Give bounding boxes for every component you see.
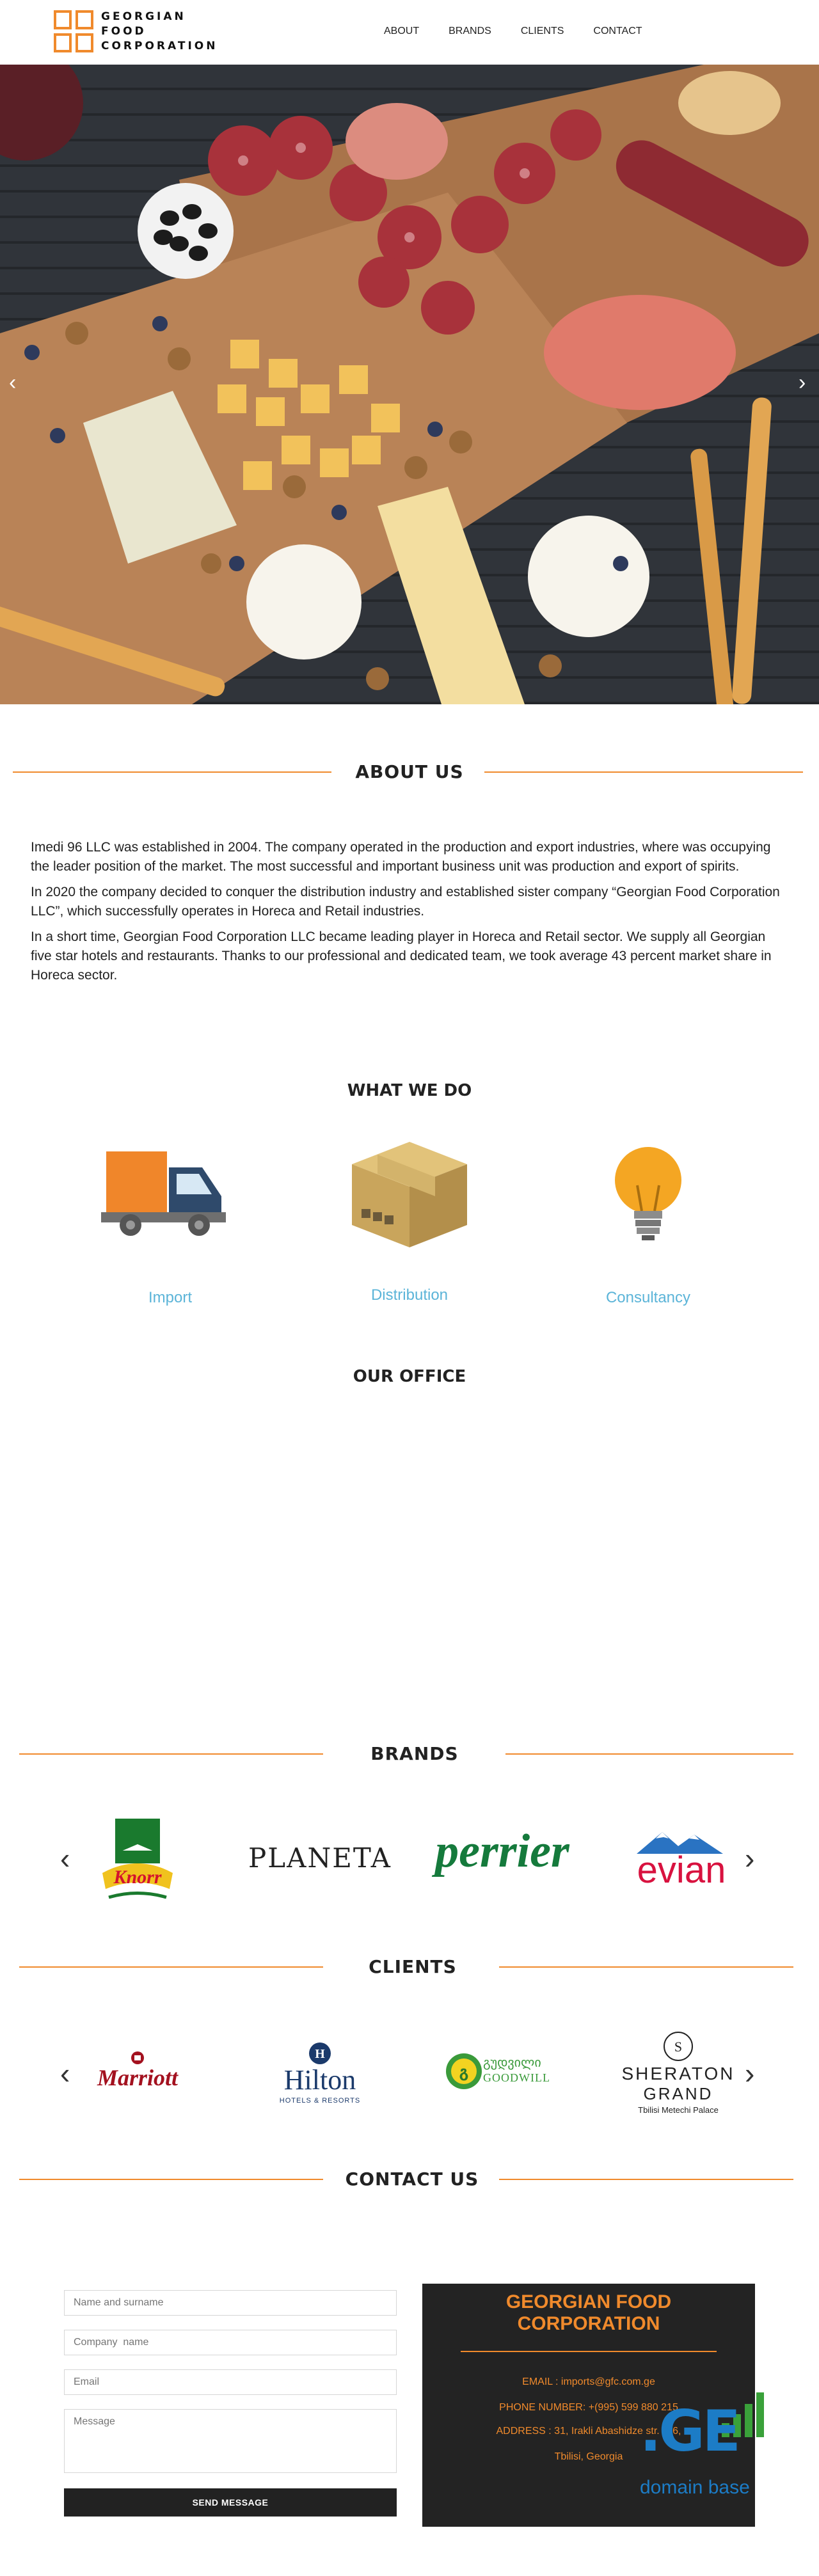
brands-section-title	[0, 1741, 819, 1767]
contact-title: CONTACT US	[345, 2169, 479, 2190]
clients-next-arrow[interactable]: ›	[745, 2057, 755, 2090]
nav-clients[interactable]: CLIENTS	[520, 26, 564, 36]
contact-box-title-line-1: GEORGIAN FOOD	[505, 2291, 672, 2312]
hero-food-board-image	[0, 65, 819, 704]
brand-perrier-logo[interactable]: perrier	[435, 1825, 569, 1877]
watermark-brand: .GE	[640, 2398, 738, 2464]
contact-address: ADDRESS : 31, Irakli Abashidze str. N 6,	[496, 2426, 681, 2437]
client-goodwill-logo[interactable]	[445, 2052, 560, 2090]
clients-prev-arrow[interactable]: ‹	[60, 2057, 70, 2090]
hero-next-arrow[interactable]: ›	[799, 370, 806, 395]
brand-knorr-logo[interactable]	[96, 1815, 179, 1905]
logo-line-3: CORPORATION	[101, 40, 218, 52]
sheraton-wordmark: SHERATON	[621, 2064, 735, 2083]
truck-icon	[93, 1135, 247, 1251]
contact-email[interactable]: EMAIL : imports@gfc.com.ge	[522, 2376, 655, 2387]
logo-text	[101, 10, 218, 54]
email-input[interactable]	[64, 2369, 397, 2395]
marriott-emblem-icon	[83, 2050, 192, 2066]
office-map-area[interactable]	[31, 1401, 786, 1702]
nav-contact[interactable]: CONTACT	[593, 26, 642, 36]
contact-city: Tbilisi, Georgia	[554, 2451, 623, 2462]
contact-box-title	[422, 2291, 755, 2335]
svg-text:S: S	[674, 2039, 683, 2055]
goodwill-emblem-icon	[445, 2052, 486, 2093]
contact-box-title-line-2: CORPORATION	[517, 2313, 660, 2334]
logo-mark-icon	[54, 10, 93, 54]
hilton-wordmark: Hilton	[283, 2064, 356, 2096]
sheraton-grand: GRAND	[643, 2084, 713, 2103]
brands-title: BRANDS	[370, 1743, 459, 1764]
service-consultancy-label[interactable]: Consultancy	[605, 1289, 691, 1306]
site-header	[0, 0, 819, 65]
sheraton-location: Tbilisi Metechi Palace	[638, 2105, 719, 2115]
lightbulb-icon	[571, 1135, 725, 1251]
about-paragraph-3: In a short time, Georgian Food Corporation LLC became leading player in Horeca and Retail sector. We supply all Georgian five star hotels and restaurants. Thanks to our professional and dedicated team, we took average 43 percent market share in Horeca sector.	[31, 929, 772, 983]
sheraton-emblem-icon	[614, 2031, 742, 2063]
brand-evian-logo[interactable]	[617, 1829, 745, 1893]
contact-phone[interactable]: PHONE NUMBER: +(995) 599 880 215	[499, 2402, 678, 2413]
hero-slider	[0, 65, 819, 704]
knorr-wordmark: Knorr	[113, 1867, 162, 1888]
hero-prev-arrow[interactable]: ‹	[9, 370, 17, 395]
clients-title: CLIENTS	[369, 1956, 457, 1977]
main-nav	[384, 26, 672, 37]
name-input[interactable]	[64, 2290, 397, 2316]
service-distribution[interactable]	[333, 1135, 486, 1315]
company-input[interactable]	[64, 2330, 397, 2355]
office-title: OUR OFFICE	[353, 1367, 466, 1386]
client-hilton-logo[interactable]	[262, 2041, 378, 2111]
about-text	[31, 838, 786, 992]
message-textarea[interactable]	[64, 2409, 397, 2473]
service-import[interactable]	[93, 1135, 247, 1315]
hilton-subtitle: HOTELS & RESORTS	[279, 2097, 361, 2105]
about-title: ABOUT US	[355, 761, 464, 782]
client-marriott-logo[interactable]	[83, 2050, 192, 2095]
brand-planeta-logo[interactable]: PLANETA	[248, 1842, 392, 1874]
logo-line-1: GEORGIAN	[101, 10, 186, 23]
hilton-emblem-icon	[262, 2041, 378, 2066]
watermark-tagline: domain base	[640, 2477, 750, 2498]
nav-brands[interactable]: BRANDS	[449, 26, 491, 36]
box-icon	[333, 1135, 486, 1251]
goodwill-english-wordmark: GOODWILL	[483, 2071, 550, 2084]
service-import-label[interactable]: Import	[148, 1289, 192, 1306]
about-section-title	[0, 759, 819, 785]
what-we-do-title: WHAT WE DO	[347, 1081, 472, 1100]
evian-wordmark: evian	[637, 1849, 726, 1891]
svg-text:H: H	[315, 2047, 325, 2061]
domain-base-watermark	[640, 2386, 768, 2508]
logo[interactable]	[54, 10, 218, 54]
nav-about[interactable]: ABOUT	[384, 26, 420, 36]
logo-line-2: FOOD	[101, 25, 147, 38]
marriott-wordmark: Marriott	[97, 2065, 179, 2090]
brands-prev-arrow[interactable]: ‹	[60, 1842, 70, 1875]
brands-next-arrow[interactable]: ›	[745, 1842, 755, 1875]
about-paragraph-1: Imedi 96 LLC was established in 2004. The company operated in the production and export industries, where was occupying the leader position of the market. The most successful and important business unit was production and export of spirits.	[31, 840, 771, 874]
contact-section-title	[0, 2167, 819, 2192]
contact-box-divider	[461, 2351, 717, 2352]
send-message-button[interactable]: SEND MESSAGE	[64, 2488, 397, 2517]
client-sheraton-logo[interactable]	[614, 2031, 742, 2121]
svg-text:გ: გ	[459, 2063, 469, 2081]
clients-section-title	[0, 1954, 819, 1980]
knorr-logo-icon	[96, 1815, 179, 1905]
goodwill-georgian-wordmark: გუდვილი	[483, 2055, 541, 2070]
about-paragraph-2: In 2020 the company decided to conquer the distribution industry and established sister company “Georgian Food Corporation LLC”, which successfully operates in Horeca and Retail industries.	[31, 885, 780, 919]
service-distribution-label[interactable]: Distribution	[370, 1286, 449, 1304]
service-consultancy[interactable]	[571, 1135, 725, 1315]
